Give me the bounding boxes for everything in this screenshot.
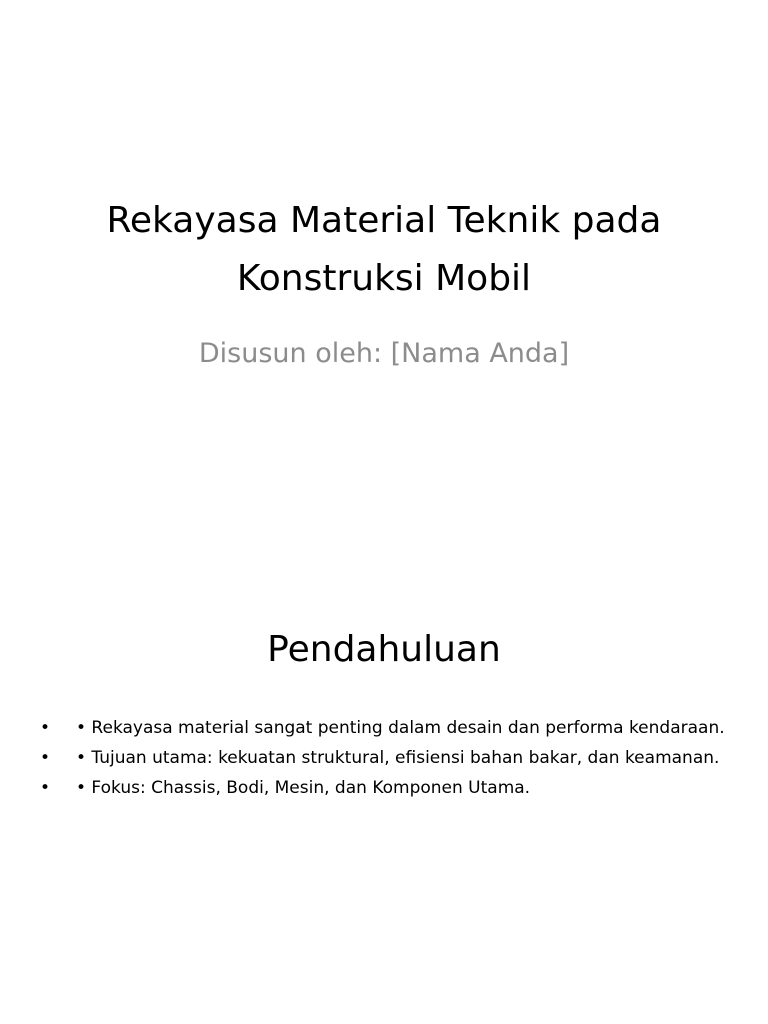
bullet-marker: • bbox=[40, 748, 51, 768]
slide-title-line-1: Rekayasa Material Teknik pada bbox=[106, 200, 662, 241]
bullet-marker: • bbox=[40, 718, 51, 738]
bullet-text: • Fokus: Chassis, Bodi, Mesin, dan Komponen Utama. bbox=[76, 778, 531, 798]
list-item bbox=[40, 776, 728, 801]
bullet-list bbox=[40, 716, 728, 806]
section-title: Pendahuluan bbox=[267, 629, 501, 670]
list-item bbox=[40, 746, 728, 771]
bullet-text: • Rekayasa material sangat penting dalam desain dan performa kendaraan. bbox=[76, 718, 725, 738]
list-item bbox=[40, 716, 728, 741]
slide-subtitle: Disusun oleh: [Nama Anda] bbox=[198, 338, 570, 369]
bullet-marker: • bbox=[40, 778, 51, 798]
bullet-text: • Tujuan utama: kekuatan struktural, efisiensi bahan bakar, dan keamanan. bbox=[76, 748, 720, 768]
slide-title bbox=[40, 192, 728, 308]
intro-slide bbox=[0, 576, 768, 1024]
slide-title-line-2: Konstruksi Mobil bbox=[236, 258, 532, 299]
